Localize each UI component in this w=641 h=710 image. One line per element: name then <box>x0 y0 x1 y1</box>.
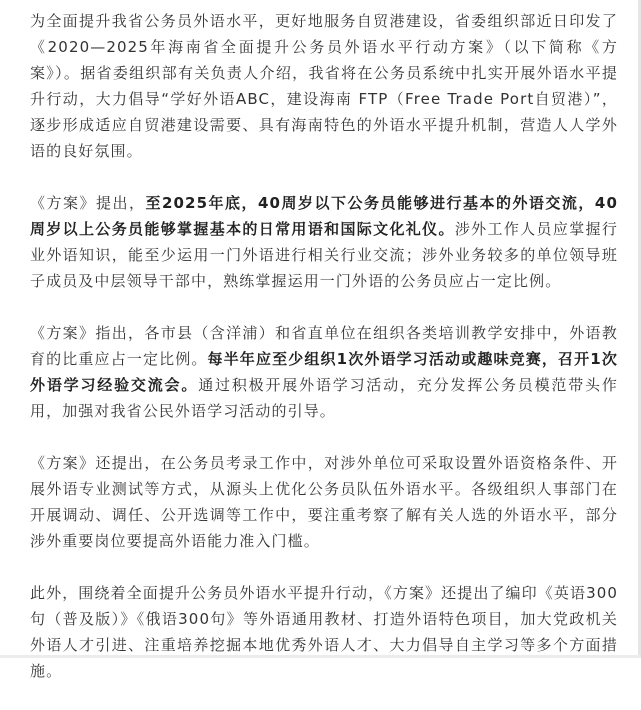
paragraph-recruitment-text: 《方案》还提出，在公务员考录工作中，对涉外单位可采取设置外语资格条件、开展外语专业测试等方式，从源头上优化公务员队伍外语水平。各级组织人事部门在开展调动、调任、公开选调等工作中，要注重考察了解有关人选的外语水平，部分涉外重要岗位要提高外语能力准入门槛。 <box>30 454 618 550</box>
paragraph-training-rest: 通过积极开展外语学习活动，充分发挥公务员模范带头作用，加强对我省公民外语学习活动的引导。 <box>30 376 618 420</box>
paragraph-intro-text: 为全面提升我省公务员外语水平，更好地服务自贸港建设，省委组织部近日印发了《2020—2025年海南省全面提升公务员外语水平行动方案》（以下简称《方案》）。据省委组织部有关负责人介绍，我省将在公务员系统中扎实开展外语水平提升行动，大力倡导“学好外语ABC，建设海南 FTP（Free Trade Port自贸港）”，逐步形成适应自贸港建设需要、具有海南特色的外语水平提升机制，营造人人学外语的良好氛围。 <box>30 12 618 160</box>
paragraph-targets <box>30 190 618 294</box>
paragraph-intro <box>30 8 618 164</box>
paragraph-targets-rest: 涉外工作人员应掌握行业外语知识，能至少运用一门外语进行相关行业交流；涉外业务较多的单位领导班子成员及中层领导干部中，熟练掌握运用一门外语的公务员应占一定比例。 <box>30 220 618 290</box>
paragraph-measures-text: 此外，围绕着全面提升公务员外语水平提升行动，《方案》还提出了编印《英语300句（普及版）》《俄语300句》等外语通用教材、打造外语特色项目，加大党政机关外语人才引进、注重培养挖掘本地优秀外语人才、大力倡导自主学习等多个方面措施。 <box>30 584 618 680</box>
paragraph-recruitment <box>30 450 618 554</box>
paragraph-training <box>30 320 618 424</box>
paragraph-targets-highlight: 至2025年底，40周岁以下公务员能够进行基本的外语交流，40周岁以上公务员能够掌握基本的日常用语和国际文化礼仪。 <box>30 194 618 238</box>
paragraph-targets-lead: 《方案》提出， <box>30 194 146 212</box>
article-body <box>30 8 618 710</box>
paragraph-measures <box>30 580 618 684</box>
paragraph-training-lead: 《方案》指出，各市县（含洋浦）和省直单位在组织各类培训教学安排中，外语教育的比重应占一定比例。 <box>30 324 618 368</box>
paragraph-training-highlight: 每半年应至少组织1次外语学习活动或趣味竞赛，召开1次外语学习经验交流会。 <box>30 350 618 394</box>
